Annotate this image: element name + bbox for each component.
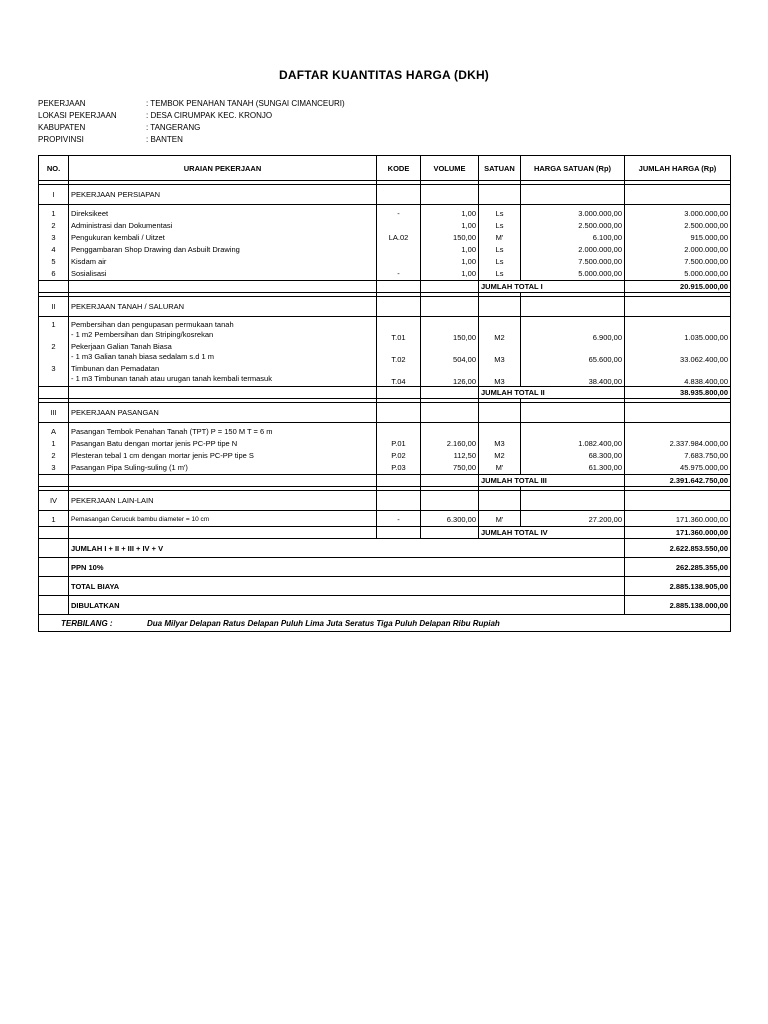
summary-label: PPN 10% xyxy=(69,558,625,577)
item-jumlah: 2.000.000,00 xyxy=(625,244,731,256)
table-row xyxy=(39,342,731,364)
section-no: III xyxy=(39,403,69,423)
info-value: : TANGERANG xyxy=(146,123,201,132)
section-row xyxy=(39,403,731,423)
section-total-label: JUMLAH TOTAL II xyxy=(479,387,625,399)
item-kode: T.02 xyxy=(377,342,421,364)
table-row xyxy=(39,320,731,342)
item-uraian: Pembersihan dan pengupasan permukaan tanah xyxy=(71,320,234,329)
item-no: 1 xyxy=(39,208,69,220)
item-jumlah: 4.838.400,00 xyxy=(625,364,731,387)
item-no: 3 xyxy=(39,232,69,244)
table-row xyxy=(39,450,731,462)
item-satuan: M3 xyxy=(479,342,521,364)
item-kode: P.01 xyxy=(377,438,421,450)
item-uraian: Direksikeet xyxy=(69,208,377,220)
section-total-value: 38.935.800,00 xyxy=(625,387,731,399)
section-total-row xyxy=(39,527,731,539)
project-info xyxy=(38,98,345,146)
item-uraian: Administrasi dan Dokumentasi xyxy=(69,220,377,232)
item-uraian: Pekerjaan Galian Tanah Biasa xyxy=(71,342,172,351)
section-total-label: JUMLAH TOTAL IV xyxy=(479,527,625,539)
table-row xyxy=(39,208,731,220)
item-volume: 112,50 xyxy=(421,450,479,462)
terbilang-label: TERBILANG : xyxy=(61,618,113,628)
item-satuan: Ls xyxy=(479,208,521,220)
item-kode xyxy=(377,220,421,232)
item-uraian: Pengukuran kembali / Uitzet xyxy=(69,232,377,244)
item-uraian: Penggambaran Shop Drawing dan Asbuilt Drawing xyxy=(69,244,377,256)
item-harga: 68.300,00 xyxy=(521,450,625,462)
item-volume: 504,00 xyxy=(421,342,479,364)
section-title: PEKERJAAN PASANGAN xyxy=(69,403,377,423)
item-uraian: Pasangan Pipa Suling-suling (1 m') xyxy=(69,462,377,475)
item-volume xyxy=(421,426,479,438)
item-jumlah xyxy=(625,426,731,438)
terbilang-cell xyxy=(39,615,731,632)
table-row xyxy=(39,268,731,281)
table-row xyxy=(39,364,731,387)
section-row xyxy=(39,185,731,205)
item-satuan: Ls xyxy=(479,256,521,268)
item-kode xyxy=(377,426,421,438)
item-uraian-detail: - 1 m3 Galian tanah biasa sedalam s.d 1 m xyxy=(71,352,214,361)
item-harga: 6.100,00 xyxy=(521,232,625,244)
table-row xyxy=(39,514,731,527)
summary-row-total xyxy=(39,577,731,596)
item-jumlah: 2.500.000,00 xyxy=(625,220,731,232)
item-harga: 7.500.000,00 xyxy=(521,256,625,268)
info-value: : DESA CIRUMPAK KEC. KRONJO xyxy=(146,111,273,120)
item-uraian: Pasangan Batu dengan mortar jenis PC-PP tipe N xyxy=(69,438,377,450)
item-harga: 6.900,00 xyxy=(521,320,625,342)
section-row xyxy=(39,491,731,511)
section-total-row xyxy=(39,387,731,399)
info-row-pekerjaan xyxy=(38,98,345,110)
item-satuan xyxy=(479,426,521,438)
summary-row-dibulatkan xyxy=(39,596,731,615)
summary-value: 2.622.853.550,00 xyxy=(625,539,731,558)
item-uraian: Plesteran tebal 1 cm dengan mortar jenis PC-PP tipe S xyxy=(69,450,377,462)
table-row xyxy=(39,220,731,232)
item-volume: 150,00 xyxy=(421,320,479,342)
table-row xyxy=(39,256,731,268)
item-satuan: M3 xyxy=(479,438,521,450)
item-kode: - xyxy=(377,208,421,220)
item-jumlah: 33.062.400,00 xyxy=(625,342,731,364)
item-kode: T.04 xyxy=(377,364,421,387)
summary-value: 262.285.355,00 xyxy=(625,558,731,577)
section-total-value: 2.391.642.750,00 xyxy=(625,475,731,487)
item-jumlah: 5.000.000,00 xyxy=(625,268,731,281)
item-satuan: Ls xyxy=(479,244,521,256)
item-jumlah: 2.337.984.000,00 xyxy=(625,438,731,450)
item-no: 3 xyxy=(39,462,69,475)
section-total-value: 171.360.000,00 xyxy=(625,527,731,539)
item-kode: LA.02 xyxy=(377,232,421,244)
item-volume: 126,00 xyxy=(421,364,479,387)
section-total-label: JUMLAH TOTAL I xyxy=(479,281,625,293)
item-satuan: M2 xyxy=(479,320,521,342)
item-harga: 38.400,00 xyxy=(521,364,625,387)
item-volume: 150,00 xyxy=(421,232,479,244)
item-satuan: M2 xyxy=(479,450,521,462)
table-row xyxy=(39,232,731,244)
item-volume: 6.300,00 xyxy=(421,514,479,527)
item-uraian: Kisdam air xyxy=(69,256,377,268)
header-harga: HARGA SATUAN (Rp) xyxy=(521,156,625,181)
item-satuan: M3 xyxy=(479,364,521,387)
item-kode xyxy=(377,244,421,256)
item-uraian-detail: - 1 m3 Timbunan tanah atau urugan tanah kembali termasuk xyxy=(71,374,272,383)
item-uraian-cell xyxy=(69,342,377,364)
item-jumlah: 45.975.000,00 xyxy=(625,462,731,475)
item-jumlah: 1.035.000,00 xyxy=(625,320,731,342)
summary-label: DIBULATKAN xyxy=(69,596,625,615)
summary-value: 2.885.138.000,00 xyxy=(625,596,731,615)
item-harga: 27.200,00 xyxy=(521,514,625,527)
section-title: PEKERJAAN PERSIAPAN xyxy=(69,185,377,205)
item-volume: 1,00 xyxy=(421,220,479,232)
item-harga: 65.600,00 xyxy=(521,342,625,364)
item-uraian-cell xyxy=(69,364,377,387)
section-title: PEKERJAAN LAIN-LAIN xyxy=(69,491,377,511)
header-satuan: SATUAN xyxy=(479,156,521,181)
terbilang-row xyxy=(39,615,731,632)
section-row xyxy=(39,297,731,317)
table-row xyxy=(39,438,731,450)
item-satuan: M' xyxy=(479,232,521,244)
item-harga: 2.500.000,00 xyxy=(521,220,625,232)
table-row xyxy=(39,244,731,256)
section-title: PEKERJAAN TANAH / SALURAN xyxy=(69,297,377,317)
item-jumlah: 7.683.750,00 xyxy=(625,450,731,462)
table-row xyxy=(39,426,731,438)
item-volume: 2.160,00 xyxy=(421,438,479,450)
info-row-lokasi xyxy=(38,110,345,122)
item-no: 6 xyxy=(39,268,69,281)
item-volume: 1,00 xyxy=(421,244,479,256)
section-total-row xyxy=(39,281,731,293)
item-kode xyxy=(377,256,421,268)
item-kode: T.01 xyxy=(377,320,421,342)
section-no: I xyxy=(39,185,69,205)
item-satuan: M' xyxy=(479,462,521,475)
summary-label: TOTAL BIAYA xyxy=(69,577,625,596)
section-no: IV xyxy=(39,491,69,511)
item-volume: 1,00 xyxy=(421,208,479,220)
item-harga: 5.000.000,00 xyxy=(521,268,625,281)
header-no: NO. xyxy=(39,156,69,181)
summary-row-jumlah xyxy=(39,539,731,558)
header-jumlah: JUMLAH HARGA (Rp) xyxy=(625,156,731,181)
item-jumlah: 915.000,00 xyxy=(625,232,731,244)
section-total-row xyxy=(39,475,731,487)
info-label: PROPIVINSI xyxy=(38,135,84,144)
item-volume: 750,00 xyxy=(421,462,479,475)
item-kode: P.02 xyxy=(377,450,421,462)
terbilang-text: Dua Milyar Delapan Ratus Delapan Puluh Lima Juta Seratus Tiga Puluh Delapan Ribu Rupiah xyxy=(147,618,500,628)
item-no: A xyxy=(39,426,69,438)
info-row-provinsi xyxy=(38,134,345,146)
item-jumlah: 7.500.000,00 xyxy=(625,256,731,268)
item-uraian-detail: - 1 m2 Pembersihan dan Striping/kosrekan xyxy=(71,330,214,339)
item-kode: P.03 xyxy=(377,462,421,475)
item-no: 5 xyxy=(39,256,69,268)
info-label: PEKERJAAN xyxy=(38,99,86,108)
section-total-label: JUMLAH TOTAL III xyxy=(479,475,625,487)
header-kode: KODE xyxy=(377,156,421,181)
item-jumlah: 171.360.000,00 xyxy=(625,514,731,527)
dkh-table xyxy=(38,155,731,632)
item-kode: - xyxy=(377,514,421,527)
item-jumlah: 3.000.000,00 xyxy=(625,208,731,220)
document-title: DAFTAR KUANTITAS HARGA (DKH) xyxy=(278,68,490,82)
info-value: : TEMBOK PENAHAN TANAH (SUNGAI CIMANCEURI) xyxy=(146,99,345,108)
item-volume: 1,00 xyxy=(421,256,479,268)
item-no: 4 xyxy=(39,244,69,256)
summary-value: 2.885.138.905,00 xyxy=(625,577,731,596)
header-uraian: URAIAN PEKERJAAN xyxy=(69,156,377,181)
item-harga: 2.000.000,00 xyxy=(521,244,625,256)
info-label: LOKASI PEKERJAAN xyxy=(38,111,117,120)
info-row-kabupaten xyxy=(38,122,345,134)
item-harga: 1.082.400,00 xyxy=(521,438,625,450)
item-no: 2 xyxy=(39,342,69,364)
item-volume: 1,00 xyxy=(421,268,479,281)
item-no: 1 xyxy=(39,514,69,527)
section-no: II xyxy=(39,297,69,317)
item-uraian-cell xyxy=(69,320,377,342)
item-uraian: Pemasangan Cerucuk bambu diameter = 10 cm xyxy=(69,514,377,527)
item-uraian: Sosialisasi xyxy=(69,268,377,281)
summary-label: JUMLAH I + II + III + IV + V xyxy=(69,539,625,558)
item-satuan: Ls xyxy=(479,268,521,281)
header-volume: VOLUME xyxy=(421,156,479,181)
item-harga: 3.000.000,00 xyxy=(521,208,625,220)
info-label: KABUPATEN xyxy=(38,123,86,132)
item-harga xyxy=(521,426,625,438)
table-row xyxy=(39,462,731,475)
item-no: 3 xyxy=(39,364,69,387)
item-no: 2 xyxy=(39,220,69,232)
item-satuan: M' xyxy=(479,514,521,527)
section-total-value: 20.915.000,00 xyxy=(625,281,731,293)
item-uraian: Timbunan dan Pemadatan xyxy=(71,364,160,373)
table-header-row xyxy=(39,156,731,181)
info-value: : BANTEN xyxy=(146,135,183,144)
item-no: 1 xyxy=(39,320,69,342)
item-kode: - xyxy=(377,268,421,281)
item-harga: 61.300,00 xyxy=(521,462,625,475)
summary-row-ppn xyxy=(39,558,731,577)
item-no: 2 xyxy=(39,450,69,462)
item-no: 1 xyxy=(39,438,69,450)
item-uraian: Pasangan Tembok Penahan Tanah (TPT) P = 150 M T = 6 m xyxy=(69,426,377,438)
item-satuan: Ls xyxy=(479,220,521,232)
